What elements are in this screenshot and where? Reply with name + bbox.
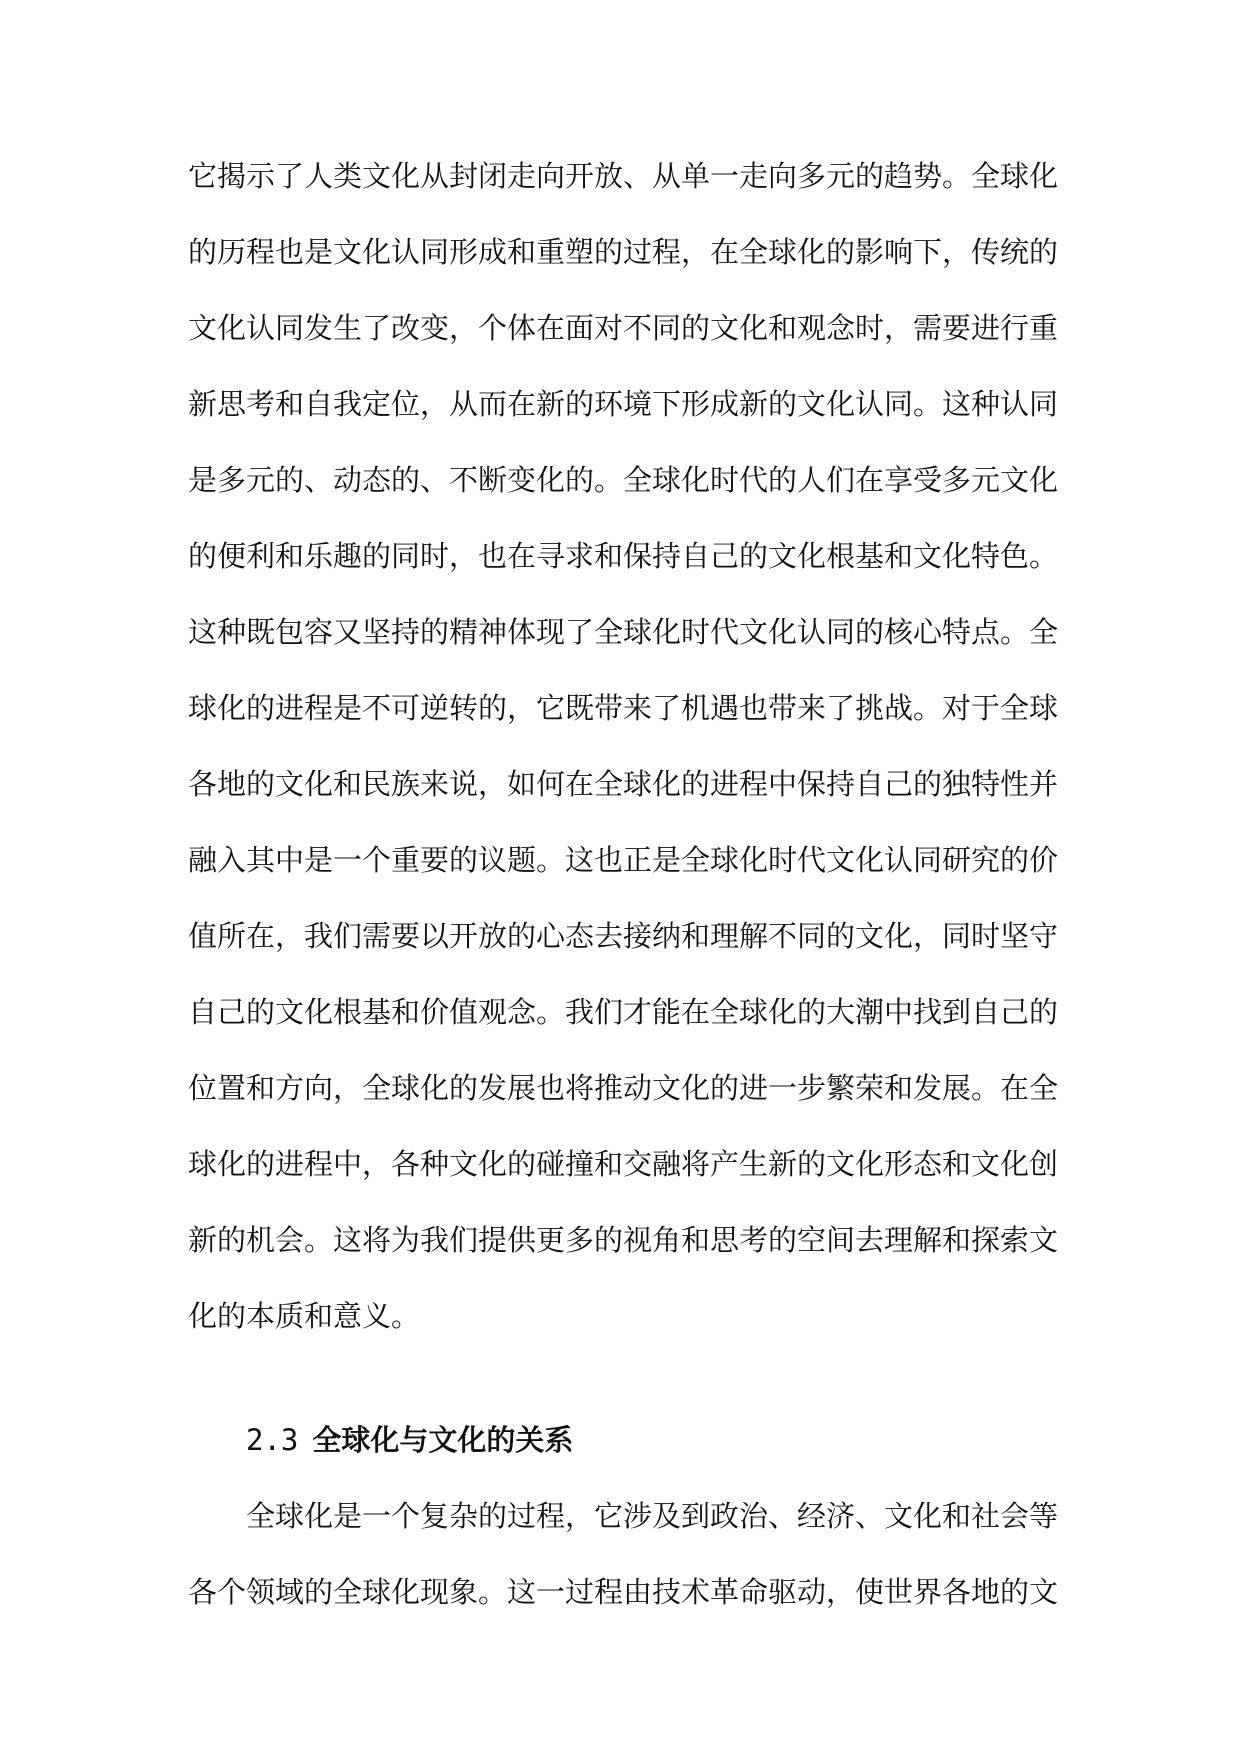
paragraph-line: 的历程也是文化认同形成和重塑的过程，在全球化的影响下，传统的 — [188, 235, 1059, 269]
section-title: 全球化与文化的关系 — [312, 1423, 574, 1457]
paragraph-line: 新的机会。这将为我们提供更多的视角和思考的空间去理解和探索文 — [188, 1223, 1059, 1257]
paragraph-line: 化的本质和意义。 — [188, 1299, 421, 1333]
paragraph-line: 新思考和自我定位，从而在新的环境下形成新的文化认同。这种认同 — [188, 387, 1059, 421]
section-heading — [188, 1402, 1054, 1478]
paragraph-2 — [188, 1478, 1059, 1630]
paragraph-line: 融入其中是一个重要的议题。这也正是全球化时代文化认同研究的价 — [188, 843, 1059, 877]
paragraph-line: 是多元的、动态的、不断变化的。全球化时代的人们在享受多元文化 — [188, 463, 1059, 497]
paragraph-line: 自己的文化根基和价值观念。我们才能在全球化的大潮中找到自己的 — [188, 995, 1059, 1029]
paragraph-line: 球化的进程中，各种文化的碰撞和交融将产生新的文化形态和文化创 — [188, 1147, 1059, 1181]
paragraph-line: 位置和方向，全球化的发展也将推动文化的进一步繁荣和发展。在全 — [188, 1071, 1059, 1105]
paragraph-line: 它揭示了人类文化从封闭走向开放、从单一走向多元的趋势。全球化 — [188, 159, 1059, 193]
section-number: 2.3 — [246, 1423, 299, 1457]
paragraph-line: 球化的进程是不可逆转的，它既带来了机遇也带来了挑战。对于全球 — [188, 691, 1059, 725]
paragraph-line: 文化认同发生了改变，个体在面对不同的文化和观念时，需要进行重 — [188, 311, 1059, 345]
paragraph-1 — [188, 138, 1059, 1354]
paragraph-line: 的便利和乐趣的同时，也在寻求和保持自己的文化根基和文化特色。 — [188, 539, 1059, 573]
paragraph-line: 各地的文化和民族来说，如何在全球化的进程中保持自己的独特性并 — [188, 767, 1059, 801]
paragraph-line: 值所在，我们需要以开放的心态去接纳和理解不同的文化，同时坚守 — [188, 919, 1059, 953]
paragraph-line: 这种既包容又坚持的精神体现了全球化时代文化认同的核心特点。全 — [188, 615, 1059, 649]
page-content — [188, 138, 1059, 1630]
paragraph-line: 各个领域的全球化现象。这一过程由技术革命驱动，使世界各地的文 — [188, 1575, 1059, 1609]
section-spacer — [188, 1354, 1054, 1402]
paragraph-line: 全球化是一个复杂的过程，它涉及到政治、经济、文化和社会等 — [246, 1499, 1059, 1533]
